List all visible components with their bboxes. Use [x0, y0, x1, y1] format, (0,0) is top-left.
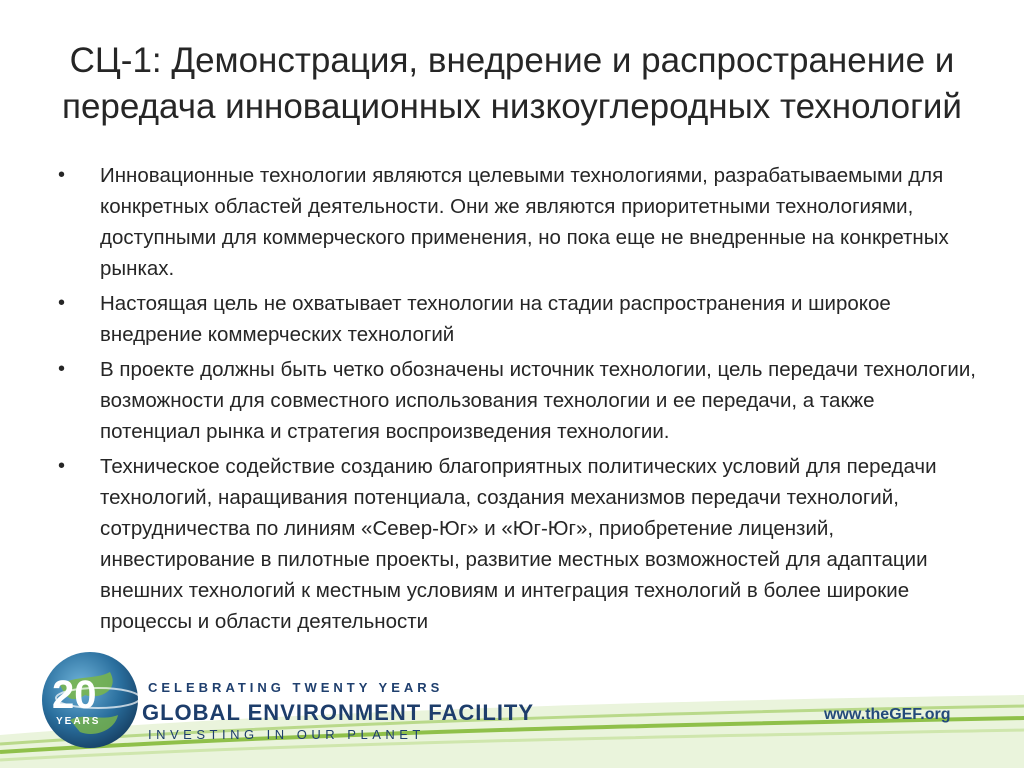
bullet-item: [56, 451, 976, 637]
gef-url: www.theGEF.org: [824, 706, 951, 723]
bullet-text: Настоящая цель не охватывает технологии на стадии распространения и широкое внедрение коммерческих технологий: [100, 292, 891, 346]
bullet-item: [56, 288, 976, 350]
gef-globe-logo-icon: [40, 650, 140, 750]
logo-number: 20: [52, 673, 97, 717]
bullet-marker: •: [58, 292, 66, 314]
bullet-item: [56, 354, 976, 447]
bullet-item: [56, 160, 976, 284]
bullet-text: Инновационные технологии являются целевыми технологиями, разрабатываемыми для конкретных областей деятельности. Они же являются приоритетными технологиями, доступными для коммерческого применения, но пока еще не внедренные на конкретных рынках.: [100, 164, 949, 280]
gef-celebrating-text: CELEBRATING TWENTY YEARS: [148, 680, 444, 695]
bullet-text: Техническое содействие созданию благоприятных политических условий для передачи технологий, наращивания потенциала, создания механизмов передачи технологий, сотрудничества по линиям «Север-Юг» и «Юг-Юг», приобретение лицензий, инвестирование в пилотные проекты, развитие местных возможностей для адаптации внешних технологий к местным условиям и интеграция технологий в более широкие процессы и области деятельности: [100, 455, 937, 633]
bullet-text: В проекте должны быть четко обозначены источник технологии, цель передачи технологии, возможности для совместного использования технологии и ее передачи, а также потенциал рынка и стратегия воспроизведения технологии.: [100, 358, 976, 443]
gef-org-name: GLOBAL ENVIRONMENT FACILITY: [142, 700, 535, 725]
gef-tagline: INVESTING IN OUR PLANET: [148, 727, 425, 742]
slide-title: СЦ-1: Демонстрация, внедрение и распространение и передача инновационных низкоуглеродных технологий: [62, 41, 962, 126]
bullet-marker: •: [58, 164, 66, 186]
bullet-marker: •: [58, 358, 66, 380]
bullet-list: [56, 160, 976, 641]
logo-years: YEARS: [56, 716, 101, 727]
bullet-marker: •: [58, 455, 66, 477]
